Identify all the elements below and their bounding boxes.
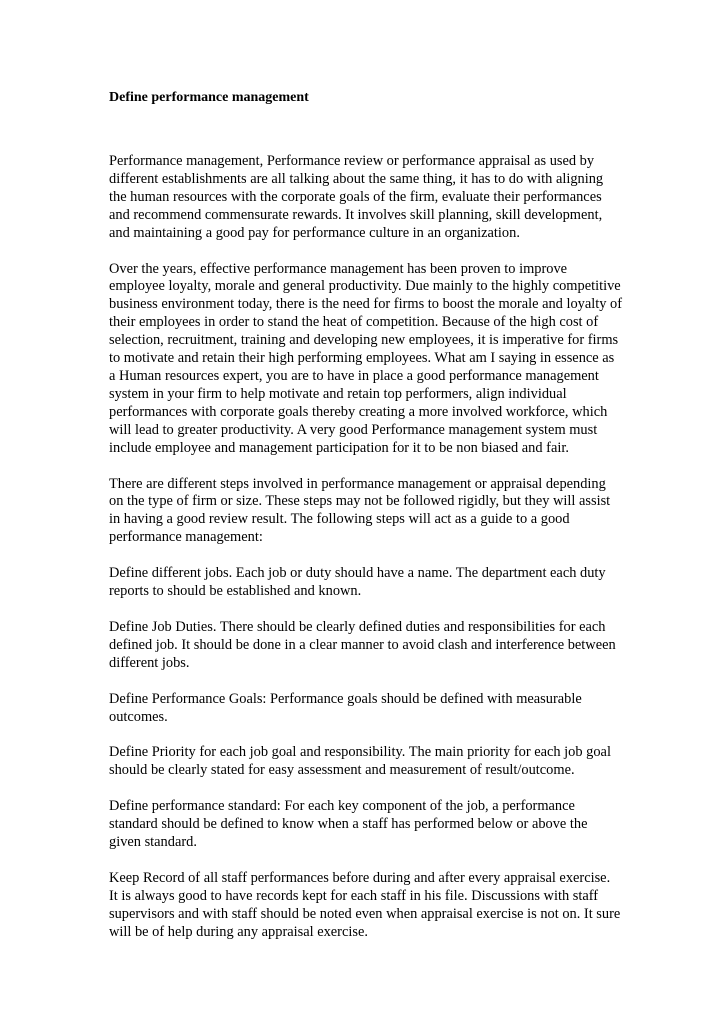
paragraph-step-define-jobs: Define different jobs. Each job or duty should have a name. The department each duty reports to should be established and known. bbox=[109, 565, 606, 600]
paragraph-step-priority: Define Priority for each job goal and responsibility. The main priority for each job goal should be clearly stated for easy assessment and measurement of result/outcome. bbox=[109, 744, 611, 779]
paragraph-steps-intro: There are different steps involved in performance management or appraisal depending on the type of firm or size. These steps may not be followed rigidly, but they will assist in having a good review result. The following steps will act as a guide to a good performance management: bbox=[109, 475, 611, 546]
document-content bbox=[109, 89, 622, 942]
paragraph-step-keep-record: Keep Record of all staff performances before during and after every appraisal exercise. It is always good to have records kept for each staff in his file. Discussions with staff supervisors and with staff should be noted even when appraisal exercise is not on. It sure will be of help during any appraisal exercise. bbox=[109, 870, 621, 940]
paragraph-intro: Performance management, Performance review or performance appraisal as used by different establishments are all talking about the same thing, it has to do with aligning the human resources with the corporate goals of the firm, evaluate their performances and recommend commensurate rewards. It involves skill planning, skill development, and maintaining a good pay for performance culture in an organization. bbox=[109, 153, 604, 241]
paragraph-benefits: Over the years, effective performance management has been proven to improve employee loyalty, morale and general productivity. Due mainly to the highly competitive business environment today, there is the need for firms to boost the morale and loyalty of their employees in order to stand the heat of competition. Because of the high cost of selection, recruitment, training and developing new employees, it is imperative for firms to motivate and retain their high performing employees. What am I saying in essence as a Human resources expert, you are to have in place a good performance management system in your firm to help motivate and retain top performers, align individual performances with corporate goals thereby creating a more involved workforce, which will lead to greater productivity. A very good Performance management system must include employee and management participation for it to be non biased and fair. bbox=[109, 260, 623, 456]
document-title: Define performance management bbox=[109, 90, 309, 105]
paragraph-step-performance-goals: Define Performance Goals: Performance goals should be defined with measurable outcomes. bbox=[109, 690, 582, 725]
paragraph-step-job-duties: Define Job Duties. There should be clearly defined duties and responsibilities for each defined job. It should be done in a clear manner to avoid clash and interference between different jobs. bbox=[109, 618, 616, 671]
paragraph-step-performance-standard: Define performance standard: For each key component of the job, a performance standard should be defined to know when a staff has performed below or above the given standard. bbox=[109, 798, 588, 851]
